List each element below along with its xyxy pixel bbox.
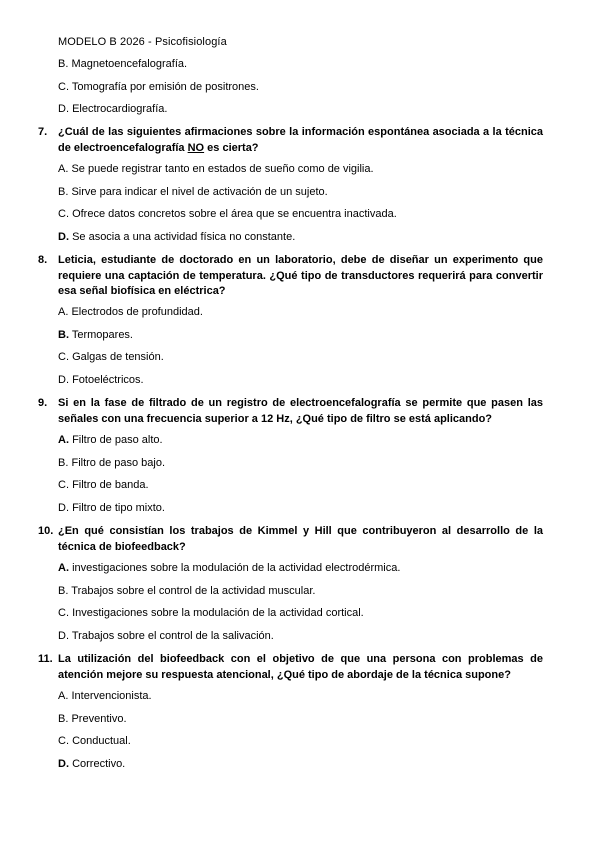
option-text: investigaciones sobre la modulación de la actividad electrodérmica. — [72, 562, 401, 574]
option-key: A. — [58, 163, 69, 175]
option-key: C. — [58, 81, 69, 93]
option-text: Conductual. — [72, 735, 131, 747]
question-8 — [38, 253, 543, 300]
question-number: 11. — [38, 653, 53, 665]
question-text: Si en la fase de filtrado de un registro de electroencefalografía se permite que pasen las señales con una frecuencia superior a 12 Hz, ¿Qué tipo de filtro se está aplicando? — [58, 397, 543, 425]
option-item — [58, 713, 127, 726]
option-text: Electrodos de profundidad. — [71, 306, 203, 318]
question-number: 10. — [38, 525, 54, 537]
option-key: B. — [58, 58, 69, 70]
option-item — [58, 735, 131, 748]
option-key: B. — [58, 585, 69, 597]
question-number: 7. — [38, 126, 48, 138]
option-item — [58, 306, 203, 319]
option-key: B. — [58, 713, 69, 725]
option-item — [58, 690, 152, 703]
option-text: Fotoeléctricos. — [72, 374, 144, 386]
option-key: C. — [58, 735, 69, 747]
option-key: D. — [58, 630, 69, 642]
option-text: Sirve para indicar el nivel de activación de un sujeto. — [71, 186, 328, 198]
option-item — [58, 351, 164, 364]
option-item — [58, 502, 165, 515]
option-text: Se puede registrar tanto en estados de sueño como de vigilia. — [71, 163, 374, 175]
option-text: Filtro de banda. — [72, 479, 149, 491]
question-11 — [38, 652, 543, 683]
option-key: A. — [58, 562, 69, 574]
option-text: Intervencionista. — [71, 690, 152, 702]
option-text: Preventivo. — [71, 713, 127, 725]
option-key: D. — [58, 374, 69, 386]
option-item — [58, 163, 374, 176]
option-item — [58, 457, 165, 470]
option-text: Filtro de tipo mixto. — [72, 502, 165, 514]
option-key: B. — [58, 186, 69, 198]
option-item — [58, 103, 167, 116]
option-text: Galgas de tensión. — [72, 351, 164, 363]
option-text: Magnetoencefalografía. — [71, 58, 188, 70]
option-item — [58, 434, 163, 447]
option-item — [58, 630, 274, 643]
question-text: ¿En qué consistían los trabajos de Kimmel y Hill que contribuyeron al desarrollo de la técnica de biofeedback? — [58, 525, 543, 553]
option-key: D. — [58, 231, 69, 243]
question-text: La utilización del biofeedback con el objetivo de que una persona con problemas de atención mejore su respuesta atencional, ¿Qué tipo de abordaje de la técnica supone? — [58, 653, 543, 681]
option-text: Electrocardiografía. — [72, 103, 168, 115]
option-item — [58, 607, 364, 620]
page-header: MODELO B 2026 - Psicofisiología — [58, 36, 227, 48]
option-text: Se asocia a una actividad física no constante. — [72, 231, 296, 243]
question-7 — [38, 125, 543, 156]
option-text: Correctivo. — [72, 758, 126, 770]
option-key: C. — [58, 351, 69, 363]
option-item — [58, 562, 400, 575]
option-item — [58, 186, 328, 199]
question-text: ¿Cuál de las siguientes afirmaciones sobre la información espontánea asociada a la técnica de electroencefalografía NO es cierta? — [58, 126, 543, 154]
option-key: D. — [58, 502, 69, 514]
question-10 — [38, 524, 543, 555]
option-key: D. — [58, 758, 69, 770]
question-9 — [38, 396, 543, 427]
question-number: 9. — [38, 397, 48, 409]
option-key: D. — [58, 103, 69, 115]
option-text: Tomografía por emisión de positrones. — [71, 81, 259, 93]
option-item — [58, 479, 149, 492]
option-text: Filtro de paso alto. — [72, 434, 163, 446]
option-key: B. — [58, 329, 69, 341]
option-text: Trabajos sobre el control de la actividad muscular. — [71, 585, 316, 597]
option-item — [58, 585, 315, 598]
option-item — [58, 758, 125, 771]
option-item — [58, 81, 259, 94]
option-key: C. — [58, 607, 69, 619]
option-item — [58, 374, 144, 387]
option-item — [58, 58, 187, 71]
option-key: B. — [58, 457, 69, 469]
option-key: A. — [58, 434, 69, 446]
option-text: Trabajos sobre el control de la salivación. — [71, 630, 274, 642]
option-key: A. — [58, 690, 69, 702]
option-text: Filtro de paso bajo. — [71, 457, 166, 469]
question-text: Leticia, estudiante de doctorado en un laboratorio, debe de diseñar un experimento que requiere una captación de temperatura. ¿Qué tipo de transductores requerirá para convertir esa señal biofísica en eléctrica? — [58, 254, 543, 297]
question-number: 8. — [38, 254, 48, 266]
option-item — [58, 329, 133, 342]
option-key: C. — [58, 479, 69, 491]
option-item — [58, 208, 397, 221]
option-text: Ofrece datos concretos sobre el área que se encuentra inactivada. — [72, 208, 397, 220]
option-text: Termopares. — [71, 329, 133, 341]
option-item — [58, 231, 295, 244]
option-key: C. — [58, 208, 69, 220]
underlined-word: NO — [187, 141, 205, 154]
option-text: Investigaciones sobre la modulación de la actividad cortical. — [72, 607, 364, 619]
option-key: A. — [58, 306, 69, 318]
